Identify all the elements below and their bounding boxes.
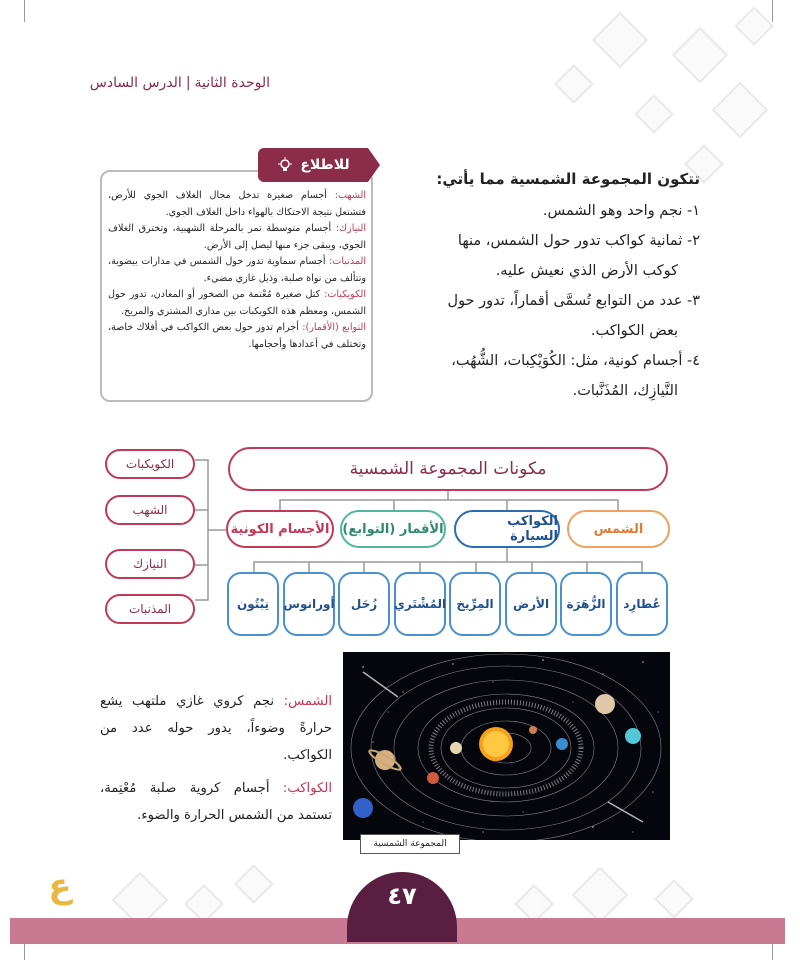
category-sun: الشمس	[567, 510, 670, 548]
planet-box: أورانوس	[283, 572, 335, 636]
sun-definition: الشمس: نجم كروي غازي ملتهب يشع حرارةً وضوءاً، يدور حوله عدد من الكواكب.	[100, 694, 332, 763]
info-item: الشهب: أجسام صغيرة تدخل مجال الغلاف الجوي للأرض، فتشتعل نتيجة الاحتكاك بالهواء داخل الغلاف الجوي.	[108, 190, 366, 218]
unit-label: الوحدة الثانية	[194, 75, 270, 91]
info-tag-label: للاطلاع	[300, 157, 350, 173]
crop-mark	[772, 0, 773, 22]
main-item: ٤- أجسام كونية، مثل: الكُوَيْكِبات، الشُّهُب، النَّيازِك، المُذَنَّبات.	[451, 353, 700, 399]
planet-box: زُحَل	[338, 572, 390, 636]
cosmic-body-item: النيازك	[105, 549, 195, 579]
info-item: الكويكبات: كتل صغيرة مُعْتمة من الصخور أو المعادن، تدور حول الشمس، ومعظم هذه الكويكبات بين مداري المشتري والمريخ.	[108, 289, 366, 317]
info-body	[108, 188, 366, 353]
main-title: تتكون المجموعة الشمسية مما يأتي:	[436, 170, 700, 188]
main-item: ١- نجم واحد وهو الشمس.	[542, 203, 700, 219]
info-item: المذنبات: أجسام سماوية تدور حول الشمس في مدارات بيضوية، وتتألف من نواة صلبة، وذيل غازي مضيء.	[108, 256, 366, 284]
main-item: ٣- عدد من التوابع تُسمَّى أقماراً، تدور حول بعض الكواكب.	[447, 293, 700, 339]
cosmic-body-item: الكويكبات	[105, 449, 195, 479]
planet-box: الزُّهَرَة	[560, 572, 612, 636]
separator: |	[185, 75, 191, 91]
breadcrumb	[90, 75, 270, 91]
cosmic-body-item: الشهب	[105, 495, 195, 525]
diagram-title: مكونات المجموعة الشمسية	[228, 447, 668, 491]
main-text	[380, 170, 700, 406]
page-number: ٤٧	[387, 882, 417, 910]
info-item: النيازك: أجسام متوسطة تمر بالمرحلة الشهبية، وتخترق الغلاف الجوي، ويبقى جزء منها ليصل إلى الأرض.	[108, 223, 366, 251]
definitions	[100, 688, 332, 835]
lesson-label: الدرس السادس	[89, 75, 182, 91]
planet-box: المُشْتَري	[394, 572, 446, 636]
crop-mark	[24, 0, 25, 22]
info-item: التوابع (الأقمار): أجرام تدور حول بعض الكواكب في أفلاك خاصة، وتختلف في أعدادها وأحجامها.	[108, 322, 366, 350]
category-moons: الأقمار (التوابع)	[340, 510, 446, 548]
image-caption: المجموعة الشمسية	[360, 834, 460, 854]
category-planets: الكواكب السيارة	[454, 510, 560, 548]
publisher-logo-icon: ع	[48, 866, 72, 906]
info-tag	[258, 148, 368, 182]
planet-box: عُطارِد	[616, 572, 668, 636]
category-cosmic-bodies: الأجسام الكونية	[226, 510, 334, 548]
planet-box: نِبْتُون	[227, 572, 279, 636]
main-item: ٢- ثمانية كواكب تدور حول الشمس، منها كوكب الأرض الذي نعيش عليه.	[457, 233, 700, 279]
cosmic-body-item: المذنبات	[105, 594, 195, 624]
planet-definition: الكواكب: أجسام كروية صلبة مُعْتِمة، تستمد من الشمس الحرارة والضوء.	[100, 781, 332, 823]
planet-box: المِرِّيخ	[449, 572, 501, 636]
planet-box: الأرض	[505, 572, 557, 636]
lightbulb-icon	[276, 157, 294, 173]
solar-system-image	[343, 652, 670, 840]
